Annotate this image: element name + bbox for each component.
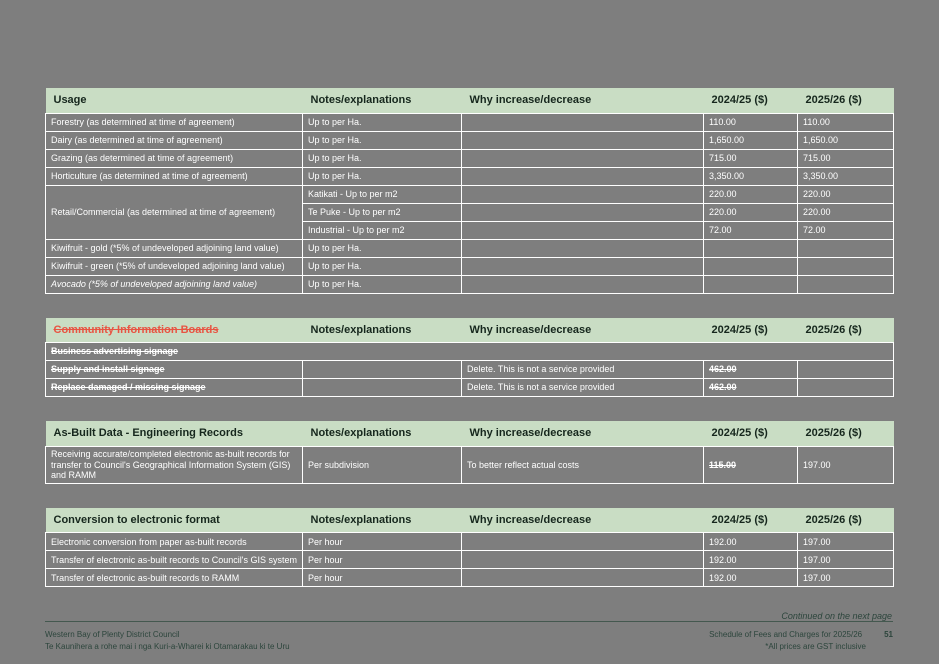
table-row <box>46 257 894 275</box>
table-cell: Transfer of electronic as-built records to Council's GIS system <box>46 551 303 569</box>
footer-left <box>45 629 465 654</box>
table-cell: 462.00 <box>704 361 798 379</box>
table-cell: Per subdivision <box>303 446 462 483</box>
table-cell: Kiwifruit - green (*5% of undeveloped adjoining land value) <box>46 257 303 275</box>
table-cell <box>462 239 704 257</box>
table-cell <box>704 275 798 293</box>
column-header: 2024/25 ($) <box>704 318 798 343</box>
table-cell <box>462 203 704 221</box>
table-cell <box>798 361 894 379</box>
table-cell: 715.00 <box>704 149 798 167</box>
table-cell: 192.00 <box>704 569 798 587</box>
table-cell: 220.00 <box>704 185 798 203</box>
table-cell: 197.00 <box>798 569 894 587</box>
table-cell <box>462 569 704 587</box>
column-header: 2024/25 ($) <box>704 421 798 446</box>
fees-table-2 <box>45 318 894 398</box>
table-cell: 1,650.00 <box>798 131 894 149</box>
column-header: 2024/25 ($) <box>704 508 798 533</box>
table-row <box>46 131 894 149</box>
table-cell: Transfer of electronic as-built records to RAMM <box>46 569 303 587</box>
table-cell: Replace damaged / missing signage <box>46 379 303 397</box>
table-row <box>46 446 894 483</box>
table-cell <box>462 533 704 551</box>
column-header: Why increase/decrease <box>462 318 704 343</box>
table-row <box>46 239 894 257</box>
fees-table-1 <box>45 88 894 294</box>
table-cell: Industrial - Up to per m2 <box>303 221 462 239</box>
table-cell <box>303 379 462 397</box>
table-cell: Up to per Ha. <box>303 131 462 149</box>
table-cell: 72.00 <box>704 221 798 239</box>
table-cell: Up to per Ha. <box>303 167 462 185</box>
table-cell <box>704 239 798 257</box>
table-cell <box>704 257 798 275</box>
table-header-row <box>46 508 894 533</box>
table-cell <box>462 167 704 185</box>
table-cell <box>462 257 704 275</box>
table-cell: 197.00 <box>798 446 894 483</box>
table-cell: 197.00 <box>798 551 894 569</box>
column-header: Notes/explanations <box>303 421 462 446</box>
table-cell: 3,350.00 <box>798 167 894 185</box>
table-cell: Retail/Commercial (as determined at time of agreement) <box>46 185 303 239</box>
column-header: 2025/26 ($) <box>798 318 894 343</box>
table-cell: Per hour <box>303 551 462 569</box>
column-header: Notes/explanations <box>303 508 462 533</box>
table-row <box>46 149 894 167</box>
table-cell: Electronic conversion from paper as-built records <box>46 533 303 551</box>
table-cell: Delete. This is not a service provided <box>462 361 704 379</box>
table-cell: 197.00 <box>798 533 894 551</box>
column-header: 2025/26 ($) <box>798 88 894 113</box>
table-row <box>46 113 894 131</box>
table-cell: Dairy (as determined at time of agreement) <box>46 131 303 149</box>
column-header: 2025/26 ($) <box>798 421 894 446</box>
footer-org-name: Western Bay of Plenty District Council <box>45 630 180 639</box>
table-header-row <box>46 421 894 446</box>
table-header-row <box>46 318 894 343</box>
table-row <box>46 275 894 293</box>
page-number: 51 <box>884 630 893 639</box>
footer-org-name-maori: Te Kaunihera a rohe mai i nga Kuri-a-Wharei ki Otamarakau ki te Uru <box>45 642 290 652</box>
table-cell: Up to per Ha. <box>303 149 462 167</box>
table-cell <box>798 275 894 293</box>
table-row <box>46 379 894 397</box>
table-cell <box>798 379 894 397</box>
table-cell: Up to per Ha. <box>303 239 462 257</box>
table-title: Usage <box>46 88 303 113</box>
table-cell: Per hour <box>303 569 462 587</box>
table-cell <box>462 275 704 293</box>
footer-right <box>563 629 893 654</box>
table-cell: 220.00 <box>798 203 894 221</box>
table-title: Conversion to electronic format <box>46 508 303 533</box>
column-header: Notes/explanations <box>303 318 462 343</box>
column-header: 2025/26 ($) <box>798 508 894 533</box>
table-cell: Forestry (as determined at time of agreement) <box>46 113 303 131</box>
fees-table-4 <box>45 508 894 588</box>
table-cell: Up to per Ha. <box>303 257 462 275</box>
table-cell: 462.00 <box>704 379 798 397</box>
table-cell: Receiving accurate/completed electronic as-built records for transfer to Council's Geographical Information System (GIS) and RAMM <box>46 446 303 483</box>
table-cell <box>798 257 894 275</box>
table-cell: 220.00 <box>704 203 798 221</box>
footer-schedule-title: Schedule of Fees and Charges for 2025/26 <box>709 630 863 639</box>
footer-gst-note: *All prices are GST inclusive <box>765 642 866 652</box>
table-cell: 72.00 <box>798 221 894 239</box>
table-cell <box>303 361 462 379</box>
table-row <box>46 551 894 569</box>
table-cell: Up to per Ha. <box>303 275 462 293</box>
continued-note: Continued on the next page <box>781 611 892 622</box>
column-header: Why increase/decrease <box>462 88 704 113</box>
table-cell: To better reflect actual costs <box>462 446 704 483</box>
table-cell: 220.00 <box>798 185 894 203</box>
table-cell: Te Puke - Up to per m2 <box>303 203 462 221</box>
column-header: 2024/25 ($) <box>704 88 798 113</box>
table-cell: Avocado (*5% of undeveloped adjoining land value) <box>46 275 303 293</box>
table-cell: 110.00 <box>798 113 894 131</box>
table-cell: 115.00 <box>704 446 798 483</box>
table-row <box>46 533 894 551</box>
table-cell: Grazing (as determined at time of agreement) <box>46 149 303 167</box>
table-cell: Supply and install signage <box>46 361 303 379</box>
table-row <box>46 185 894 203</box>
table-cell: Up to per Ha. <box>303 113 462 131</box>
table-cell: 715.00 <box>798 149 894 167</box>
footer-divider <box>45 621 893 622</box>
table-cell <box>462 221 704 239</box>
table-row <box>46 569 894 587</box>
table-cell: Katikati - Up to per m2 <box>303 185 462 203</box>
column-header: Why increase/decrease <box>462 508 704 533</box>
table-cell <box>798 239 894 257</box>
table-cell <box>462 551 704 569</box>
fees-table-3 <box>45 421 894 483</box>
table-cell: 192.00 <box>704 533 798 551</box>
table-cell: Horticulture (as determined at time of agreement) <box>46 167 303 185</box>
column-header: Why increase/decrease <box>462 421 704 446</box>
table-cell <box>462 113 704 131</box>
fees-tables-area <box>45 88 893 587</box>
table-cell: 192.00 <box>704 551 798 569</box>
table-cell <box>462 185 704 203</box>
table-cell: Business advertising signage <box>46 343 894 361</box>
table-cell: Kiwifruit - gold (*5% of undeveloped adjoining land value) <box>46 239 303 257</box>
column-header: Notes/explanations <box>303 88 462 113</box>
table-title: Community Information Boards <box>46 318 303 343</box>
table-cell: 110.00 <box>704 113 798 131</box>
table-row <box>46 167 894 185</box>
table-cell <box>462 131 704 149</box>
table-row <box>46 361 894 379</box>
table-cell: Per hour <box>303 533 462 551</box>
table-cell <box>462 149 704 167</box>
table-cell: 3,350.00 <box>704 167 798 185</box>
table-header-row <box>46 88 894 113</box>
table-cell: Delete. This is not a service provided <box>462 379 704 397</box>
table-cell: 1,650.00 <box>704 131 798 149</box>
table-row <box>46 343 894 361</box>
document-page-content <box>45 88 893 621</box>
table-title: As-Built Data - Engineering Records <box>46 421 303 446</box>
